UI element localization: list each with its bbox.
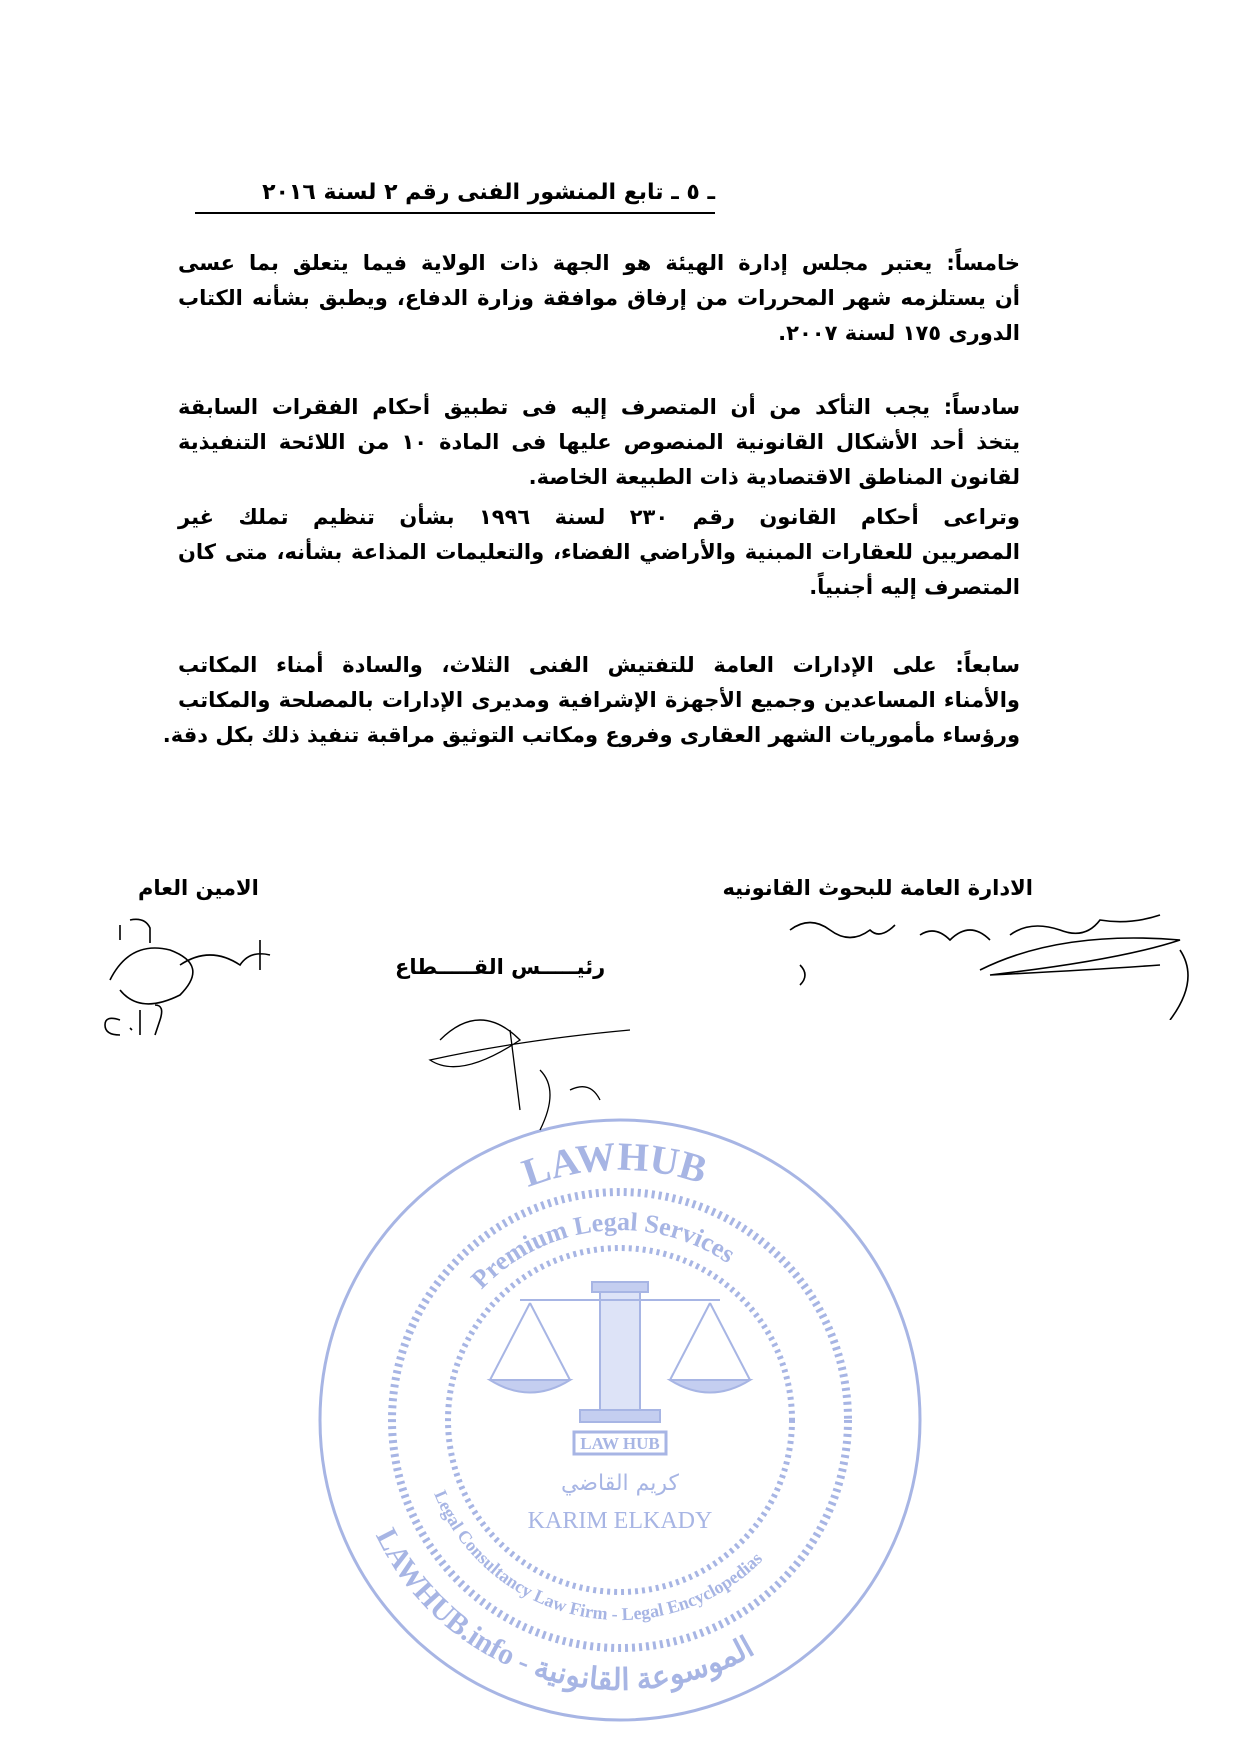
handwritten-signature-sector-head bbox=[420, 1000, 680, 1150]
signature-secretary-general: الامين العام bbox=[138, 876, 259, 900]
paragraph-5-line-2: أن يستلزمه شهر المحررات من إرفاق موافقة وزارة الدفاع، ويطبق بشأنه الكتاب bbox=[178, 286, 1020, 310]
paragraph-6-line-1: سادساً: يجب التأكد من أن المتصرف إليه فى تطبيق أحكام الفقرات السابقة bbox=[178, 395, 1020, 419]
seal-top-text: LAWHUB bbox=[516, 1133, 713, 1196]
paragraph-5-line-1: خامساً: يعتبر مجلس إدارة الهيئة هو الجهة ذات الولاية فيما يتعلق بما عسى bbox=[178, 251, 1020, 275]
paragraph-6b-line-1: وتراعى أحكام القانون رقم ٢٣٠ لسنة ١٩٩٦ بشأن تنظيم تملك غير bbox=[178, 505, 1020, 529]
paragraph-6b-line-3: المتصرف إليه أجنبياً. bbox=[809, 575, 1020, 599]
seal-inner-text: Premium Legal Services bbox=[465, 1207, 741, 1295]
handwritten-signatures-right bbox=[780, 910, 1220, 1020]
paragraph-7-line-3: ورؤساء مأموريات الشهر العقارى وفروع ومكاتب التوثيق مراقبة تنفيذ ذلك بكل دقة. bbox=[162, 723, 1020, 747]
paragraph-7-line-1: سابعاً: على الإدارات العامة للتفتيش الفنى الثلاث، والسادة أمناء المكاتب bbox=[178, 653, 1020, 677]
page-title: ـ ٥ ـ تابع المنشور الفنى رقم ٢ لسنة ٢٠١٦ bbox=[195, 178, 715, 214]
handwritten-signature-secretary bbox=[100, 910, 300, 1060]
paragraph-6-line-2: يتخذ أحد الأشكال القانونية المنصوص عليها فى المادة ١٠ من اللائحة التنفيذية bbox=[178, 430, 1020, 454]
scales-of-justice-icon bbox=[490, 1282, 750, 1422]
paragraph-5-line-3: الدورى ١٧٥ لسنة ٢٠٠٧. bbox=[778, 321, 1020, 345]
seal-name-ar: كريم القاضي bbox=[560, 1471, 680, 1496]
seal-ring-text: Legal Consultancy Law Firm - Legal Encyclopedias bbox=[430, 1487, 767, 1625]
paragraph-7-line-2: والأمناء المساعدين وجميع الأجهزة الإشرافية ومديرى الإدارات بالمصلحة والمكاتب bbox=[178, 688, 1020, 712]
signature-legal-research-dept: الادارة العامة للبحوث القانونيه bbox=[722, 876, 1033, 900]
seal-plaque-text: LAW HUB bbox=[580, 1434, 660, 1453]
signature-sector-head: رئيـــــس القـــــطاع bbox=[395, 955, 606, 979]
seal-name-en: KARIM ELKADY bbox=[527, 1508, 713, 1534]
paragraph-6b-line-2: المصريين للعقارات المبنية والأراضي الفضاء، والتعليمات المذاعة بشأنه، متى كان bbox=[178, 540, 1020, 564]
seal-bottom-text: LAWHUB.info - الموسوعة القانونية bbox=[369, 1523, 760, 1697]
paragraph-6-line-3: لقانون المناطق الاقتصادية ذات الطبيعة الخاصة. bbox=[528, 465, 1020, 489]
